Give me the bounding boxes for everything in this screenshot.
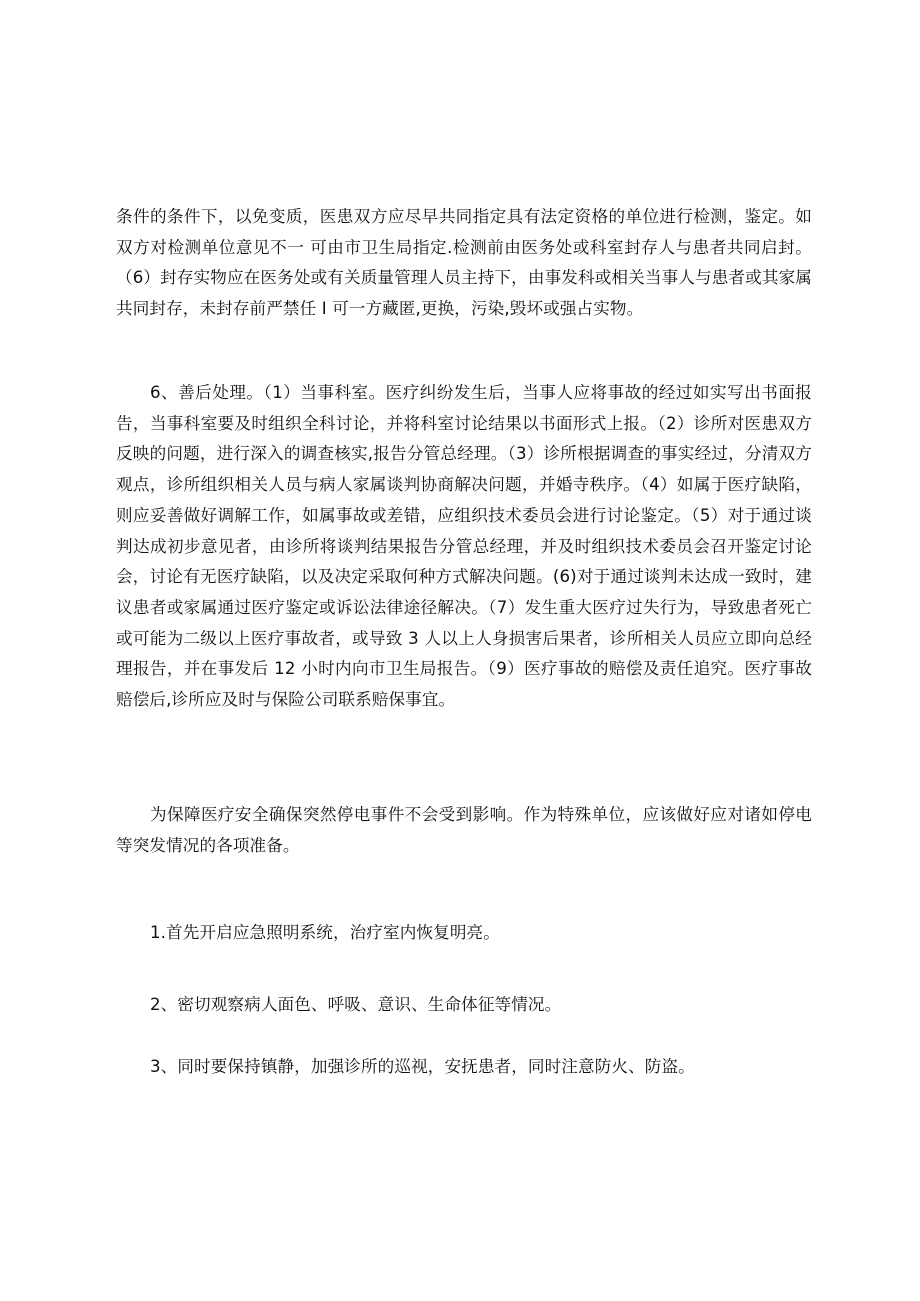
paragraph-aftermath-handling: 6、善后处理。（1）当事科室。医疗纠纷发生后，当事人应将事故的经过如实写出书面报告，当事科室要及时组织全科讨论，并将科室讨论结果以书面形式上报。（2）诊所对医患双方反映的问题，进行深入的调查核实,报告分管总经理。（3）诊所根据调查的事实经过，分清双方观点，诊所组织相关人员与病人家属谈判协商解决问题，并婚寺秩序。（4）如属于医疗缺陷，则应妥善做好调解工作，如属事故或差错，应组织技术委员会进行讨论鉴定。（5）对于通过谈判达成初步意见者，由诊所将谈判结果报告分管总经理，并及时组织技术委员会召开鉴定讨论会，讨论有无医疗缺陷，以及决定采取何种方式解决问题。(6)对于通过谈判未达成一致时，建议患者或家属通过医疗鉴定或诉讼法律途径解决。（7）发生重大医疗过失行为，导致患者死亡或可能为二级以上医疗事故者，或导致 3 人以上人身损害后果者，诊所相关人员应立即向总经理报告，并在事发后 12 小时内向市卫生局报告。（9）医疗事故的赔偿及责任追究。医疗事故赔偿后,诊所应及时与保险公司联系赔保事宜。 <box>116 383 812 710</box>
list-item-observe-patients: 2、密切观察病人面色、呼吸、意识、生命体征等情况。 <box>150 995 562 1014</box>
list-item-stay-calm: 3、同时要保持镇静，加强诊所的巡视，安抚患者，同时注意防火、防盗。 <box>150 1057 695 1076</box>
paragraph-power-outage-intro: 为保障医疗安全确保突然停电事件不会受到影响。作为特殊单位，应该做好应对诸如停电等突发情况的各项准备。 <box>116 805 812 855</box>
paragraph-sealing-continuation: 条件的条件下，以免变质，医患双方应尽早共同指定具有法定资格的单位进行检测，鉴定。如双方对检测单位意见不一 可由市卫生局指定.检测前由医务处或科室封存人与患者共同启封。（6）封存实物应在医务处或有关质量管理人员主持下，由事发科或相关当事人与患者或其家属共同封存，未封存前严禁任 I 可一方藏匿,更换，污染,毁坏或强占实物。 <box>116 207 812 319</box>
list-item-emergency-lighting: 1.首先开启应急照明系统，治疗室内恢复明亮。 <box>150 923 500 942</box>
